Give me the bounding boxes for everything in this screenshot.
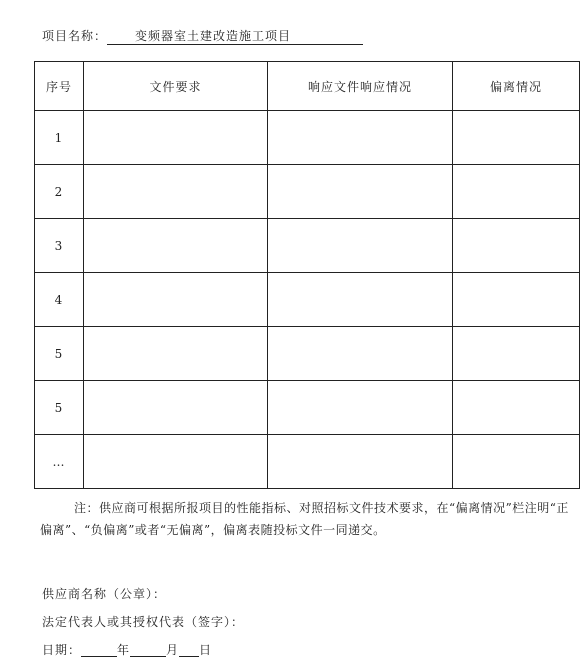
deviation-cell[interactable]	[453, 165, 580, 219]
response-cell[interactable]	[268, 165, 453, 219]
row-number: 5	[35, 381, 84, 435]
year-label: 年	[117, 643, 131, 657]
header-no: 序号	[35, 62, 84, 111]
requirement-cell[interactable]	[84, 273, 268, 327]
deviation-cell[interactable]	[453, 381, 580, 435]
header-deviation: 偏离情况	[453, 62, 580, 111]
representative-line: 法定代表人或其授权代表（签字）：	[42, 615, 245, 629]
project-name-value: 变频器室土建改造施工项目	[107, 26, 363, 45]
year-blank[interactable]	[81, 640, 117, 657]
response-cell[interactable]	[268, 327, 453, 381]
response-cell[interactable]	[268, 111, 453, 165]
requirement-cell[interactable]	[84, 327, 268, 381]
table-row	[35, 327, 580, 381]
deviation-table	[34, 61, 580, 489]
date-label: 日期：	[42, 643, 82, 657]
header-requirement: 文件要求	[84, 62, 268, 111]
requirement-cell[interactable]	[84, 381, 268, 435]
day-label: 日	[199, 643, 213, 657]
table-row	[35, 111, 580, 165]
deviation-cell[interactable]	[453, 219, 580, 273]
table-row	[35, 219, 580, 273]
table-header-row	[35, 62, 580, 111]
row-number: 3	[35, 219, 84, 273]
requirement-cell[interactable]	[84, 219, 268, 273]
month-blank[interactable]	[130, 640, 166, 657]
row-number: 1	[35, 111, 84, 165]
header-response: 响应文件响应情况	[268, 62, 453, 111]
deviation-cell[interactable]	[453, 327, 580, 381]
deviation-cell[interactable]	[453, 111, 580, 165]
response-cell[interactable]	[268, 219, 453, 273]
row-number: 5	[35, 327, 84, 381]
requirement-cell[interactable]	[84, 111, 268, 165]
table-note: 注：供应商可根据所报项目的性能指标、对照招标文件技术要求，在“偏离情况”栏注明“正偏离”、“负偏离”或者“无偏离”，偏离表随投标文件一同递交。	[40, 501, 569, 537]
project-name-label: 项目名称：	[42, 29, 108, 43]
response-cell[interactable]	[268, 381, 453, 435]
row-number: …	[35, 435, 84, 489]
requirement-cell[interactable]	[84, 165, 268, 219]
deviation-cell[interactable]	[453, 435, 580, 489]
project-name-line	[42, 26, 363, 46]
row-number: 2	[35, 165, 84, 219]
table-row	[35, 381, 580, 435]
month-label: 月	[166, 643, 180, 657]
requirement-cell[interactable]	[84, 435, 268, 489]
supplier-name-line: 供应商名称（公章）：	[42, 587, 167, 601]
deviation-cell[interactable]	[453, 273, 580, 327]
table-row	[35, 435, 580, 489]
date-line	[42, 640, 212, 660]
response-cell[interactable]	[268, 435, 453, 489]
table-row	[35, 273, 580, 327]
day-blank[interactable]	[179, 640, 199, 657]
response-cell[interactable]	[268, 273, 453, 327]
table-row	[35, 165, 580, 219]
row-number: 4	[35, 273, 84, 327]
